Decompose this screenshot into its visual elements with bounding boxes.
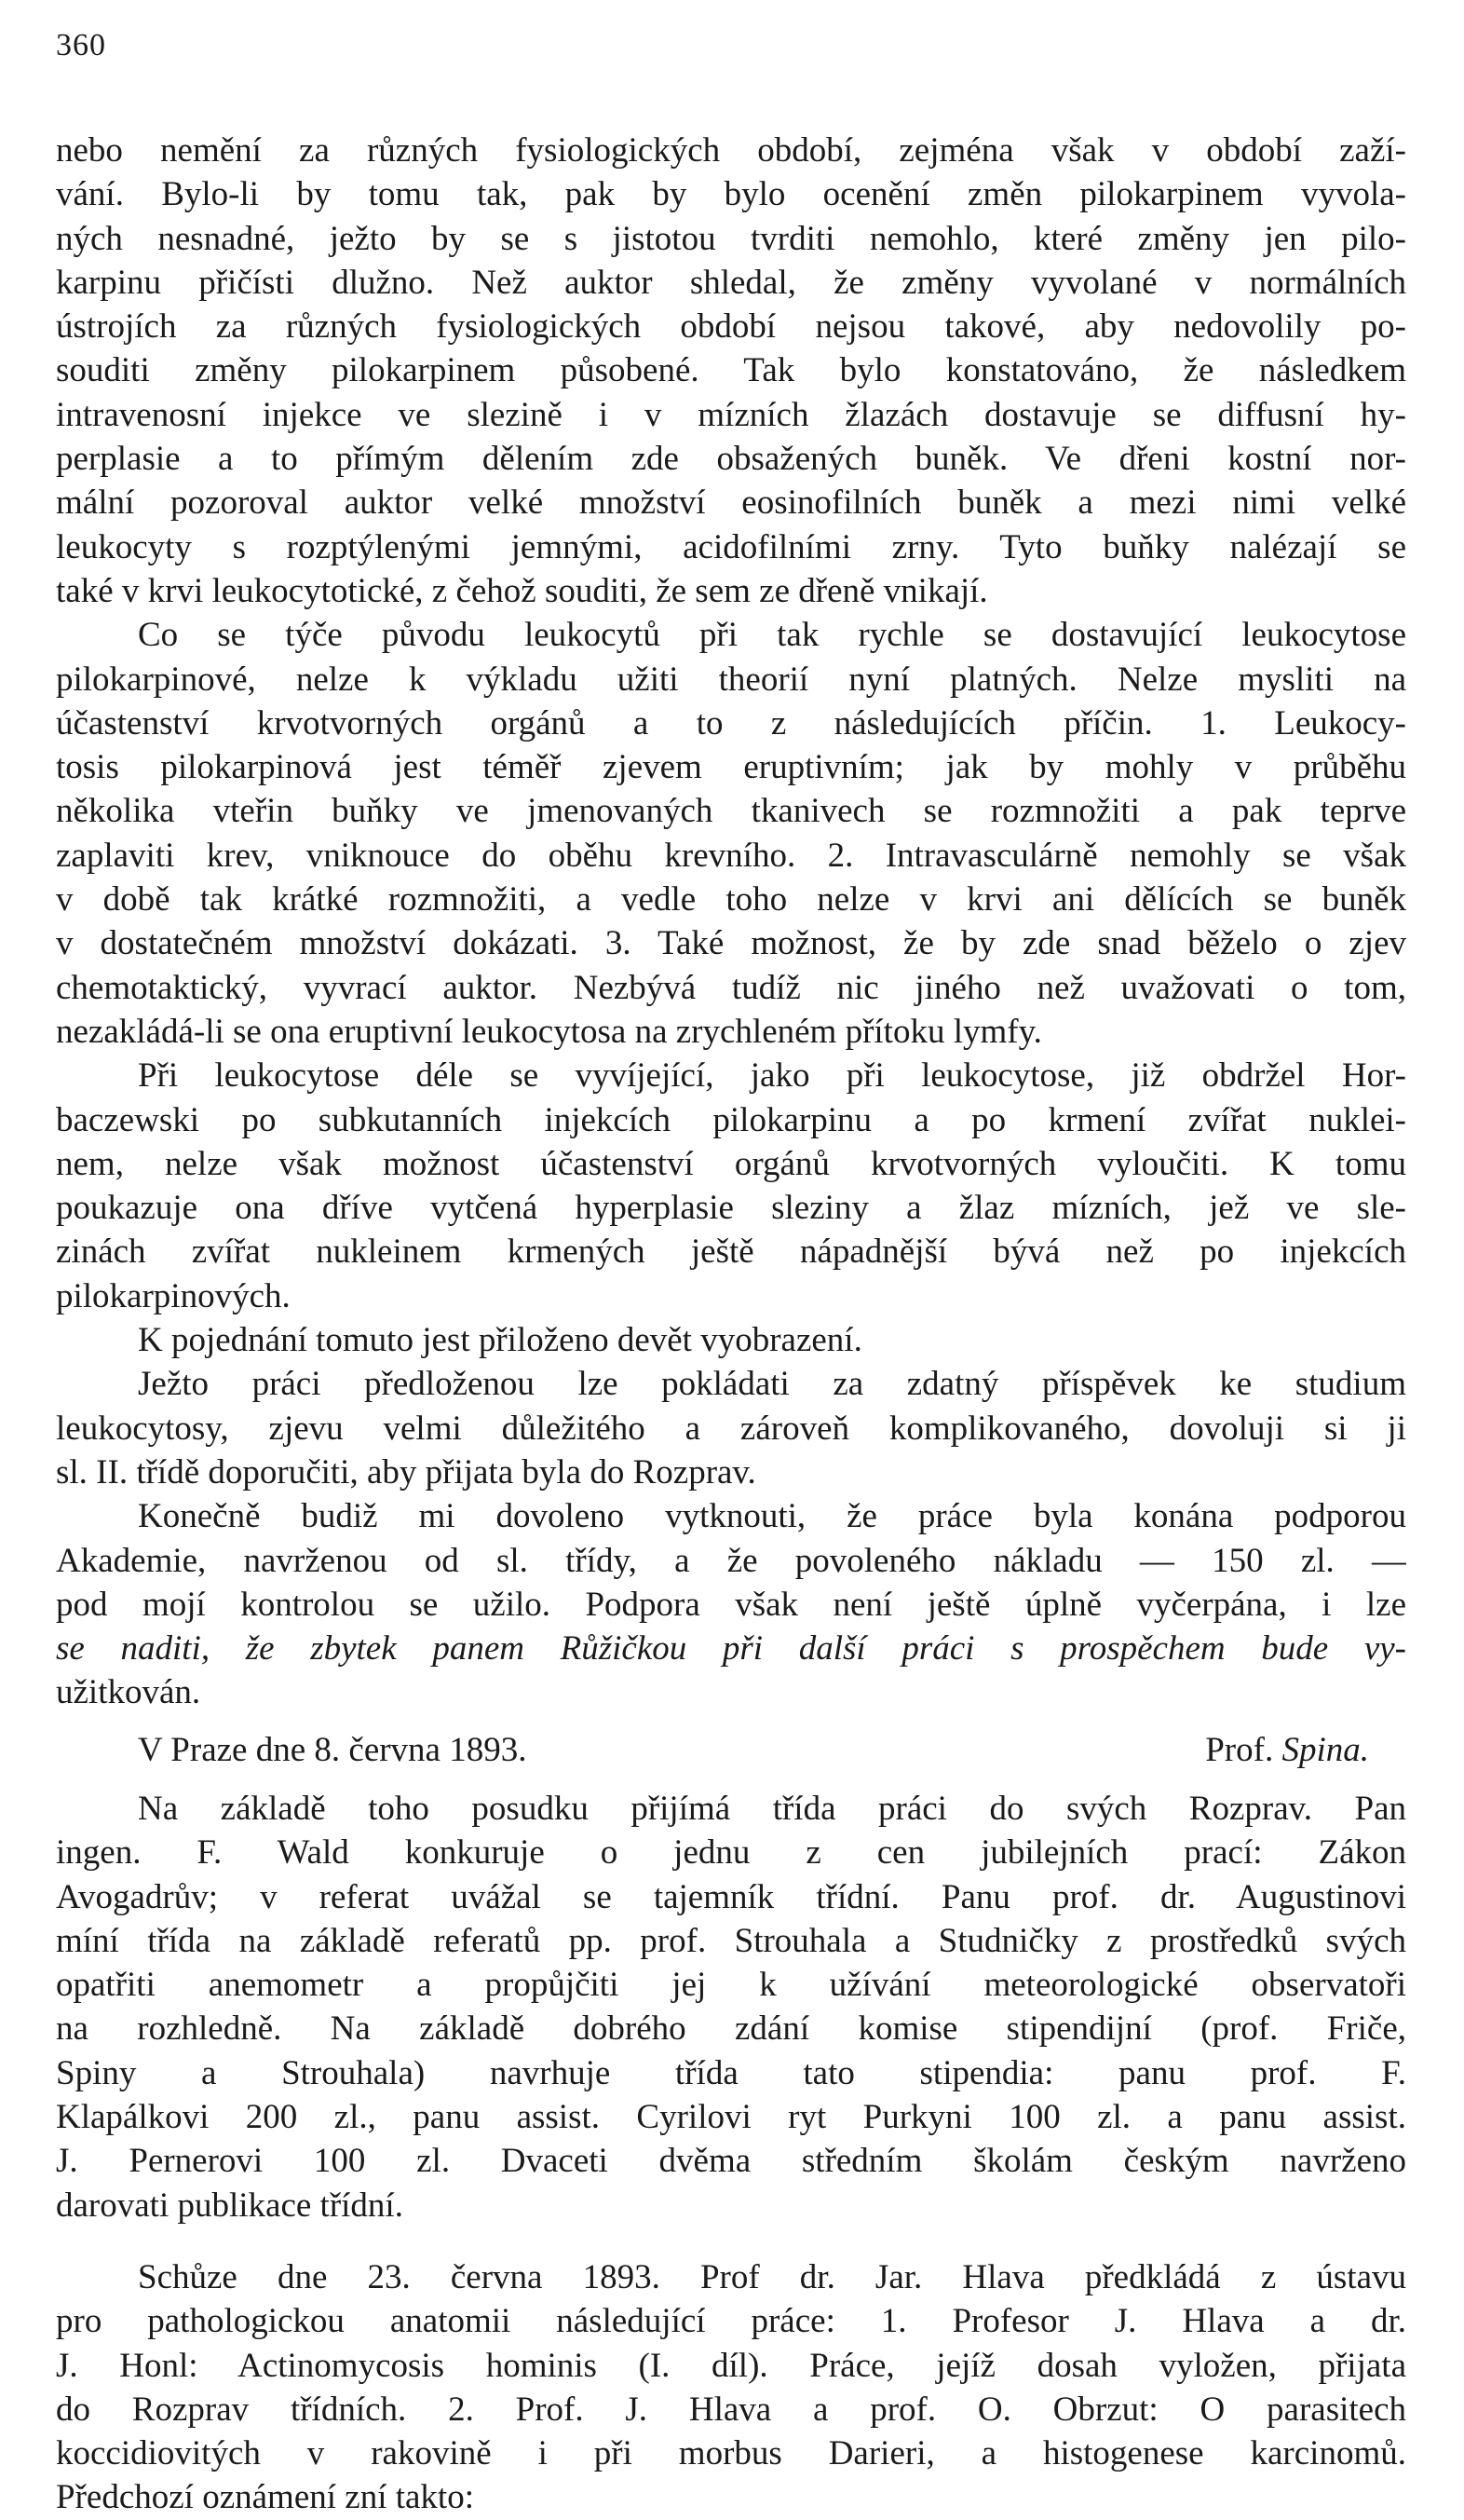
text-line: pilokarpinové, nelze k výkladu užiti theorií nyní platných. Nelze mysliti na — [56, 660, 1406, 699]
signature-author — [1205, 1728, 1406, 1772]
text-line: leukocytosy, zjevu velmi důležitého a zároveň komplikovaného, dovoluji si ji — [56, 1409, 1406, 1448]
text-line: perplasie a to přímým dělením zde obsažených buněk. Ve dřeni kostní nor- — [56, 440, 1406, 479]
text-line: Avogadrův; v referat uvážal se tajemník třídní. Panu prof. dr. Augustinovi — [56, 1877, 1406, 1916]
text-line: leukocyty s rozptýlenými jemnými, acidofilními zrny. Tyto buňky nalézají se — [56, 527, 1406, 566]
text-line: karpinu přičísti dlužno. Než auktor shledal, že změny vyvolané v normálních — [56, 263, 1406, 302]
text-line: J. Honl: Actinomycosis hominis (I. díl). Práce, jejíž dosah vyložen, přijata — [56, 2346, 1406, 2385]
text-line: baczewski po subkutanních injekcích pilokarpinu a po krmení zvířat nuklei- — [56, 1100, 1406, 1139]
text-line: Předchozí oznámení zní takto: — [56, 2478, 474, 2517]
text-line: několika vteřin buňky ve jmenovaných tkanivech se rozmnožiti a pak teprve — [56, 792, 1406, 831]
text-line: nem, nelze však možnost účastenství orgánů krvotvorných vyloučiti. K tomu — [56, 1144, 1406, 1183]
text-line: zinách zvířat nukleinem krmených ještě nápadnější bývá než po injekcích — [56, 1233, 1406, 1272]
text-line: intravenosní injekce ve slezině i v mízních žlazách dostavuje se diffusní hy- — [56, 395, 1406, 434]
text-line: užitkován. — [56, 1673, 201, 1712]
text-line: tosis pilokarpinová jest téměř zjevem eruptivním; jak by mohly v průběhu — [56, 748, 1406, 787]
text-line: J. Pernerovi 100 zl. Dvaceti dvěma středním školám českým navrženo — [56, 2142, 1406, 2181]
text-line: opatřiti anemometr a propůjčiti jej k užívání meteorologické observatoři — [56, 1966, 1406, 2005]
text-line: také v krvi leukocytotické, z čehož souditi, že sem ze dřeně vnikají. — [56, 571, 988, 610]
text-line: chemotaktický, vyvrací auktor. Nezbývá tudíž nic jiného než uvažovati o tom, — [56, 968, 1406, 1007]
text-line: mální pozoroval auktor velké množství eosinofilních buněk a mezi nimi velké — [56, 484, 1406, 523]
text-line: pilokarpinových. — [56, 1276, 291, 1315]
text-line: koccidiovitých v rakovině i při morbus Darieri, a histogenese karcinomů. — [56, 2434, 1406, 2473]
text-line: Co se týče původu leukocytů při tak rychle se dostavující leukocytose — [138, 616, 1406, 655]
text-line: zaplaviti krev, vniknouce do oběhu krevního. 2. Intravasculárně nemohly se však — [56, 836, 1406, 875]
text-line: pro pathologickou anatomii následující práce: 1. Profesor J. Hlava a dr. — [56, 2302, 1406, 2341]
text-line: Schůze dne 23. června 1893. Prof dr. Jar. Hlava předkládá z ústavu — [138, 2257, 1406, 2296]
signature-name: Spina. — [1281, 1730, 1369, 1769]
page-number: 360 — [56, 28, 106, 62]
text-line: Akademie, navrženou od sl. třídy, a že povoleného nákladu — 150 zl. — — [56, 1541, 1406, 1580]
text-line: v dostatečném množství dokázati. 3. Také možnost, že by zde snad běželo o zjev — [56, 924, 1406, 963]
text-line: K pojednání tomuto jest přiloženo devět vyobrazení. — [138, 1321, 862, 1360]
text-line: Při leukocytose déle se vyvíjející, jako při leukocytose, již obdržel Hor- — [138, 1056, 1406, 1096]
text-line: na rozhledně. Na základě dobrého zdání komise stipendijní (prof. Friče, — [56, 2009, 1406, 2049]
text-line: nebo nemění za různých fysiologických období, zejména však v období zaží- — [56, 131, 1406, 170]
text-line: souditi změny pilokarpinem působené. Tak bylo konstatováno, že následkem — [56, 351, 1406, 390]
text-line: Spiny a Strouhala) navrhuje třída tato stipendia: panu prof. F. — [56, 2053, 1406, 2092]
text-line: ných nesnadné, ježto by se s jistotou tvrditi nemohlo, které změny jen pilo- — [56, 219, 1406, 258]
text-line: pod mojí kontrolou se užilo. Podpora však není ještě úplně vyčerpána, i lze — [56, 1585, 1406, 1624]
signature-prefix: Prof. — [1205, 1730, 1274, 1769]
text-line: se naditi, že zbytek panem Růžičkou při další práci s prospěchem bude vy- — [56, 1629, 1406, 1669]
text-line: vání. Bylo-li by tomu tak, pak by bylo ocenění změn pilokarpinem vyvola- — [56, 175, 1406, 214]
text-line: Klapálkovi 200 zl., panu assist. Cyrilovi ryt Purkyni 100 zl. a panu assist. — [56, 2098, 1406, 2137]
text-line: Na základě toho posudku přijímá třída práci do svých Rozprav. Pan — [138, 1789, 1406, 1828]
text-line: v době tak krátké rozmnožiti, a vedle toho nelze v krvi ani dělících se buněk — [56, 880, 1406, 919]
text-body — [56, 129, 1406, 2520]
text-line: nezakládá-li se ona eruptivní leukocytosa na zrychleném přítoku lymfy. — [56, 1012, 1042, 1051]
signature-place-date: V Praze dne 8. června 1893. — [138, 1730, 527, 1769]
text-line: darovati publikace třídní. — [56, 2186, 403, 2225]
text-line: účastenství krvotvorných orgánů a to z následujících příčin. 1. Leukocy- — [56, 703, 1406, 742]
text-line: poukazuje ona dříve vytčená hyperplasie sleziny a žlaz mízních, jež ve sle- — [56, 1189, 1406, 1228]
text-line: míní třída na základě referatů pp. prof. Strouhala a Studničky z prostředků svých — [56, 1921, 1406, 1960]
text-line: Konečně budiž mi dovoleno vytknouti, že práce byla konána podporou — [138, 1497, 1406, 1536]
text-line: sl. II. třídě doporučiti, aby přijata byla do Rozprav. — [56, 1452, 756, 1492]
text-line: Ježto práci předloženou lze pokládati za zdatný příspěvek ke studium — [138, 1365, 1406, 1404]
signature-line — [56, 1728, 1406, 1772]
text-line: ústrojích za různých fysiologických období nejsou takové, aby nedovolily po- — [56, 307, 1406, 347]
text-line: do Rozprav třídních. 2. Prof. J. Hlava a prof. O. Obrzut: O parasitech — [56, 2390, 1406, 2429]
text-line: ingen. F. Wald konkuruje o jednu z cen jubilejních prací: Zákon — [56, 1833, 1406, 1873]
